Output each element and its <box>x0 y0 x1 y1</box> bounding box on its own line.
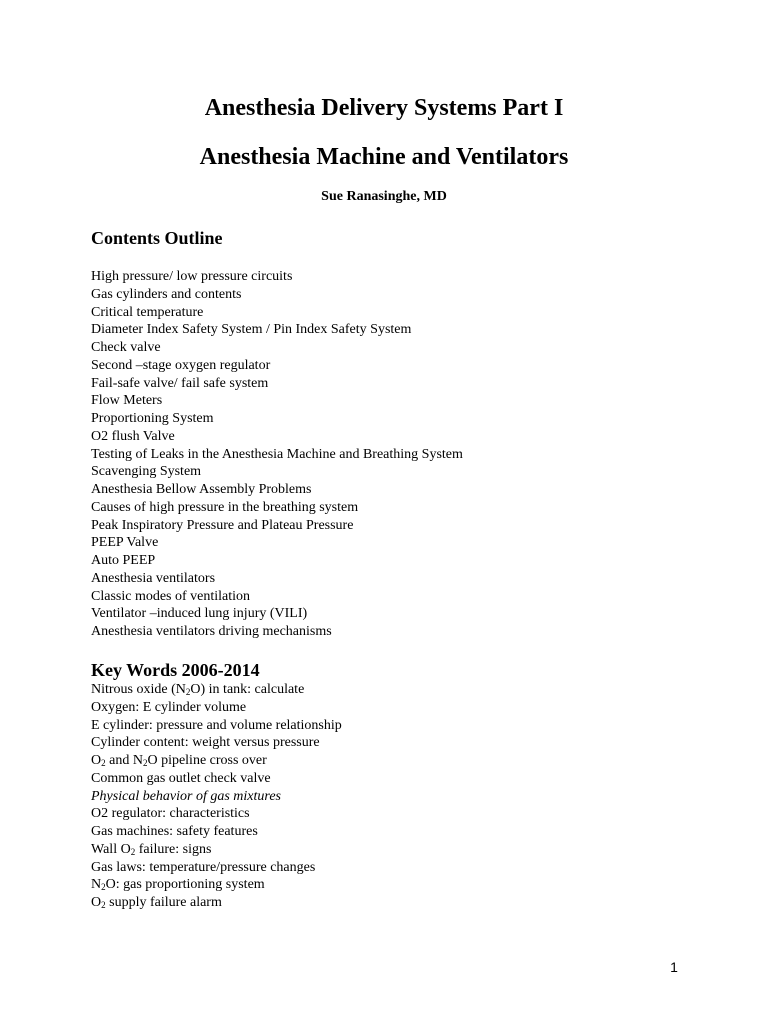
contents-outline-item: Anesthesia ventilators driving mechanisms <box>91 624 332 639</box>
key-word-text: failure: signs <box>135 841 212 857</box>
key-word-text: O pipeline cross over <box>147 753 267 768</box>
contents-outline-item: Second –stage oxygen regulator <box>91 357 271 373</box>
contents-outline-item: Diameter Index Safety System / Pin Index Safety System <box>91 322 412 338</box>
contents-outline-item: Critical temperature <box>91 304 204 320</box>
key-word-text: Nitrous oxide (N <box>91 682 186 697</box>
contents-outline-item: Peak Inspiratory Pressure and Plateau Pressure <box>91 517 354 533</box>
subscript-text: 2 <box>101 882 106 893</box>
key-word-item <box>91 805 342 823</box>
contents-outline-item: Testing of Leaks in the Anesthesia Machine and Breathing System <box>91 446 463 462</box>
page-number: 1 <box>670 959 678 975</box>
subscript-text: 2 <box>101 900 106 910</box>
key-word-text: O) in tank: calculate <box>190 682 305 697</box>
contents-outline-item: Anesthesia Bellow Assembly Problems <box>91 482 312 497</box>
key-word-item <box>91 770 342 788</box>
subscript-text: 2 <box>130 846 136 857</box>
key-word-item <box>91 859 342 877</box>
contents-outline-list <box>91 268 463 641</box>
contents-outline-item: O2 flush Valve <box>91 428 175 444</box>
subscript-text: 2 <box>185 687 191 697</box>
key-word-text: O2 regulator: characteristics <box>91 806 250 822</box>
key-word-item <box>91 717 342 735</box>
contents-outline-item: Classic modes of ventilation <box>91 588 251 604</box>
key-word-item <box>91 876 342 894</box>
contents-outline-item: Gas cylinders and contents <box>91 286 242 302</box>
key-word-text: N <box>91 877 102 893</box>
contents-outline-item: Causes of high pressure in the breathing system <box>91 499 359 515</box>
contents-outline-item: Ventilator –induced lung injury (VILI) <box>91 606 308 622</box>
contents-outline-item: Flow Meters <box>91 393 163 409</box>
contents-outline-item: Anesthesia ventilators <box>91 570 216 586</box>
key-word-item <box>91 734 342 752</box>
document-subtitle: Anesthesia Machine and Ventilators <box>199 144 569 170</box>
key-word-item <box>91 788 342 806</box>
author-name: Sue Ranasinghe, MD <box>321 189 447 204</box>
key-words-heading: Key Words 2006-2014 <box>91 660 260 680</box>
key-word-text: Wall O <box>91 841 131 857</box>
contents-outline-item: PEEP Valve <box>91 535 159 551</box>
key-word-text: Cylinder content: weight versus pressure <box>91 735 320 751</box>
key-words-list <box>91 681 342 912</box>
key-word-item <box>91 823 342 841</box>
key-word-text: O <box>91 753 102 768</box>
contents-outline-item: High pressure/ low pressure circuits <box>91 269 293 284</box>
key-word-item <box>91 752 342 770</box>
contents-outline-item: Auto PEEP <box>91 553 156 568</box>
key-word-text: Common gas outlet check valve <box>91 770 271 786</box>
key-word-text: E cylinder: pressure and volume relationship <box>91 717 342 733</box>
key-word-text: O <box>91 895 102 910</box>
key-word-text: Gas machines: safety features <box>91 824 258 839</box>
contents-outline-item: Fail-safe valve/ fail safe system <box>91 375 269 391</box>
key-word-item <box>91 894 342 912</box>
key-word-text: O: gas proportioning system <box>105 877 265 893</box>
key-word-text: Physical behavior of gas mixtures <box>91 788 282 804</box>
subscript-text: 2 <box>142 758 148 768</box>
key-word-text: Gas laws: temperature/pressure changes <box>91 859 316 875</box>
contents-outline-item: Check valve <box>91 340 161 355</box>
contents-outline-heading: Contents Outline <box>91 228 223 248</box>
key-word-item <box>91 699 342 717</box>
key-word-text: Oxygen: E cylinder volume <box>91 699 247 715</box>
contents-outline-item: Scavenging System <box>91 464 202 480</box>
key-word-text: supply failure alarm <box>105 895 222 910</box>
contents-outline-item: Proportioning System <box>91 411 214 426</box>
subscript-text: 2 <box>101 758 106 768</box>
key-word-item <box>91 841 342 859</box>
document-title: Anesthesia Delivery Systems Part I <box>204 95 564 121</box>
key-word-text: and N <box>105 753 143 768</box>
key-word-item <box>91 681 342 699</box>
